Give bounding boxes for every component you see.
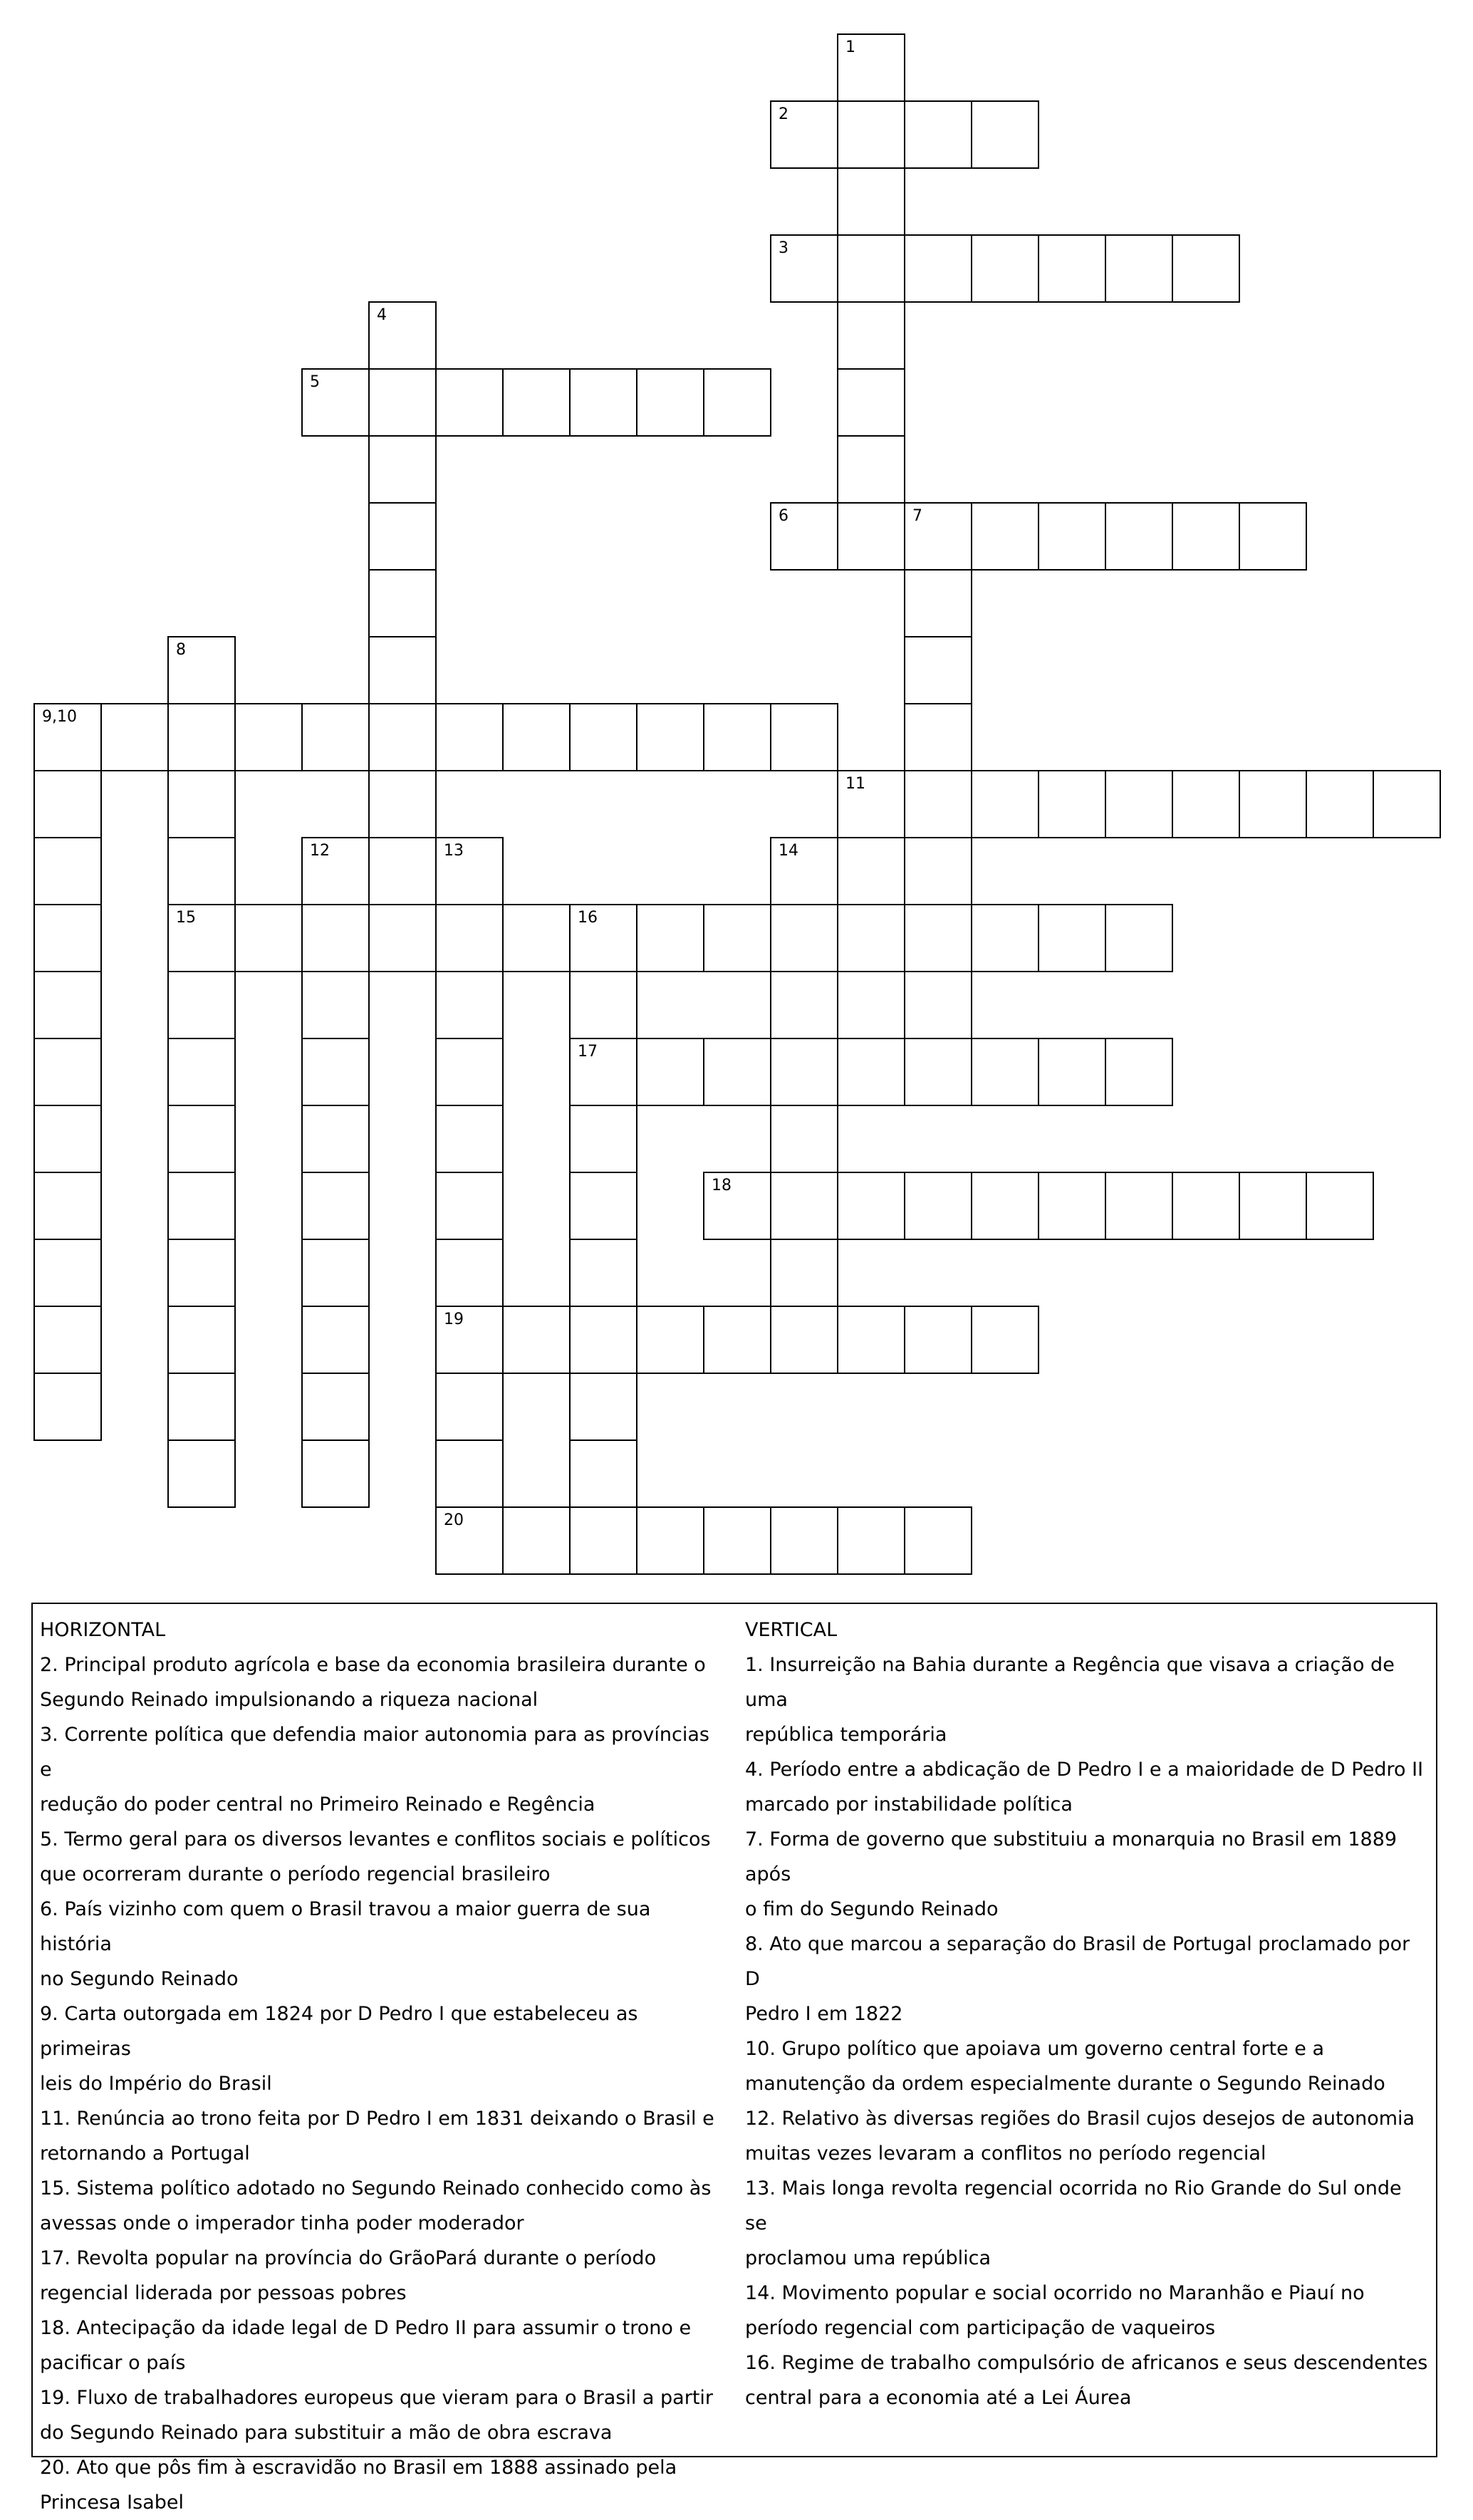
grid-cell[interactable] <box>435 1373 504 1441</box>
grid-cell[interactable] <box>1038 770 1106 838</box>
clue-line: 8. Ato que marcou a separação do Brasil de Portugal proclamado por D <box>745 1933 1410 1990</box>
clue-line: 4. Período entre a abdicação de D Pedro I e a maioridade de D Pedro II <box>745 1759 1424 1781</box>
grid-cell[interactable] <box>167 971 236 1039</box>
grid-cell[interactable] <box>837 234 905 303</box>
grid-cell[interactable] <box>569 904 637 972</box>
grid-cell[interactable] <box>904 770 972 838</box>
grid-cell[interactable] <box>301 368 370 437</box>
grid-cell[interactable] <box>904 971 972 1039</box>
vertical-clues <box>745 1613 1429 2415</box>
grid-cell[interactable] <box>368 636 437 704</box>
grid-cell[interactable] <box>301 1373 370 1441</box>
clue-number: 3 <box>779 239 788 257</box>
clue-line: no Segundo Reinado <box>40 1968 239 1990</box>
clue-line: muitas vezes levaram a conflitos no período regencial <box>745 2142 1266 2165</box>
clue-line: 15. Sistema político adotado no Segundo Reinado conhecido como às <box>40 2177 712 2199</box>
grid-cell[interactable] <box>301 1038 370 1106</box>
grid-cell[interactable] <box>33 703 102 771</box>
grid-cell[interactable] <box>301 837 370 905</box>
grid-cell[interactable] <box>971 1306 1039 1374</box>
clue-line: Princesa Isabel <box>40 2492 184 2514</box>
grid-cell[interactable] <box>1105 904 1173 972</box>
clue-number: 9,10 <box>42 708 77 726</box>
grid-cell[interactable] <box>770 234 838 303</box>
grid-cell[interactable] <box>234 703 303 771</box>
grid-cell[interactable] <box>167 1439 236 1508</box>
clue-number: 18 <box>712 1177 732 1194</box>
grid-cell[interactable] <box>33 1306 102 1374</box>
clue-line: regencial liderada por pessoas pobres <box>40 2282 407 2304</box>
grid-cell[interactable] <box>904 1506 972 1575</box>
grid-cell[interactable] <box>368 703 437 771</box>
grid-cell[interactable] <box>167 770 236 838</box>
grid-cell[interactable] <box>301 1172 370 1240</box>
clue-line: 6. País vizinho com quem o Brasil travou a maior guerra de sua história <box>40 1898 651 1955</box>
grid-cell[interactable] <box>435 1239 504 1307</box>
clue-line: 18. Antecipação da idade legal de D Pedro II para assumir o trono e <box>40 2317 692 2339</box>
grid-cell[interactable] <box>33 837 102 905</box>
grid-cell[interactable] <box>904 502 972 571</box>
grid-cell[interactable] <box>1306 770 1374 838</box>
grid-cell[interactable] <box>502 368 571 437</box>
clue-line: 2. Principal produto agrícola e base da economia brasileira durante o <box>40 1654 706 1676</box>
grid-cell[interactable] <box>837 1172 905 1240</box>
clue-line: 12. Relativo às diversas regiões do Brasil cujos desejos de autonomia <box>745 2108 1415 2130</box>
clues-box <box>31 1603 1437 2514</box>
grid-cell[interactable] <box>435 1306 504 1374</box>
horizontal-heading: HORIZONTAL <box>40 1619 166 1641</box>
grid-cell[interactable] <box>569 703 637 771</box>
grid-cell[interactable] <box>837 1038 905 1106</box>
clue-number: 17 <box>578 1043 598 1061</box>
grid-cell[interactable] <box>502 1506 571 1575</box>
grid-cell[interactable] <box>33 1038 102 1106</box>
grid-cell[interactable] <box>636 703 704 771</box>
clue-line: retornando a Portugal <box>40 2142 250 2165</box>
grid-cell[interactable] <box>167 636 236 704</box>
grid-cell[interactable] <box>569 1239 637 1307</box>
clue-line: república temporária <box>745 1724 947 1746</box>
grid-cell[interactable] <box>904 636 972 704</box>
grid-cell[interactable] <box>167 703 236 771</box>
grid-cell[interactable] <box>1105 1038 1173 1106</box>
clue-number: 2 <box>779 105 788 123</box>
grid-cell[interactable] <box>502 703 571 771</box>
grid-cell[interactable] <box>770 1038 838 1106</box>
grid-cell[interactable] <box>435 1506 504 1575</box>
grid-cell[interactable] <box>33 1373 102 1441</box>
grid-cell[interactable] <box>301 703 370 771</box>
grid-cell[interactable] <box>435 1038 504 1106</box>
grid-cell[interactable] <box>1105 770 1173 838</box>
grid-cell[interactable] <box>1239 502 1307 571</box>
clue-line: 9. Carta outorgada em 1824 por D Pedro I que estabeleceu as primeiras <box>40 2003 638 2060</box>
grid-cell[interactable] <box>368 904 437 972</box>
clue-line: do Segundo Reinado para substituir a mão de obra escrava <box>40 2422 613 2444</box>
clue-line: redução do poder central no Primeiro Reinado e Regência <box>40 1793 595 1816</box>
grid-cell[interactable] <box>636 904 704 972</box>
grid-cell[interactable] <box>837 435 905 504</box>
grid-cell[interactable] <box>770 837 838 905</box>
grid-cell[interactable] <box>837 502 905 571</box>
clue-line: que ocorreram durante o período regencial brasileiro <box>40 1863 551 1885</box>
vertical-heading: VERTICAL <box>745 1619 838 1641</box>
grid-cell[interactable] <box>770 1172 838 1240</box>
grid-cell[interactable] <box>1105 234 1173 303</box>
clue-number: 14 <box>779 842 798 860</box>
clue-number: 16 <box>578 909 598 927</box>
grid-cell[interactable] <box>904 1306 972 1374</box>
grid-cell[interactable] <box>1172 770 1240 838</box>
grid-cell[interactable] <box>301 1306 370 1374</box>
clue-number: 6 <box>779 507 788 525</box>
grid-cell[interactable] <box>368 301 437 370</box>
grid-cell[interactable] <box>301 1439 370 1508</box>
grid-cell[interactable] <box>703 1506 771 1575</box>
grid-cell[interactable] <box>770 1105 838 1173</box>
grid-cell[interactable] <box>837 1506 905 1575</box>
grid-cell[interactable] <box>703 904 771 972</box>
grid-cell[interactable] <box>770 971 838 1039</box>
grid-cell[interactable] <box>167 1038 236 1106</box>
grid-cell[interactable] <box>904 100 972 169</box>
clue-line: avessas onde o imperador tinha poder moderador <box>40 2212 524 2234</box>
grid-cell[interactable] <box>703 368 771 437</box>
grid-cell[interactable] <box>167 1172 236 1240</box>
grid-cell[interactable] <box>368 502 437 571</box>
clue-number: 20 <box>444 1511 464 1529</box>
grid-cell[interactable] <box>368 368 437 437</box>
clue-line: 20. Ato que pôs fim à escravidão no Brasil em 1888 assinado pela <box>40 2457 677 2479</box>
grid-cell[interactable] <box>904 904 972 972</box>
clue-line: 1. Insurreição na Bahia durante a Regência que visava a criação de uma <box>745 1654 1395 1711</box>
horizontal-clues <box>40 1613 724 2520</box>
grid-cell[interactable] <box>435 904 504 972</box>
grid-cell[interactable] <box>33 1105 102 1173</box>
grid-cell[interactable] <box>1038 1038 1106 1106</box>
grid-cell[interactable] <box>167 904 236 972</box>
grid-cell[interactable] <box>1373 770 1441 838</box>
clue-number: 1 <box>845 38 855 56</box>
clue-line: 10. Grupo político que apoiava um governo central forte e a <box>745 2038 1325 2060</box>
clue-line: central para a economia até a Lei Áurea <box>745 2387 1132 2409</box>
grid-cell[interactable] <box>435 368 504 437</box>
grid-cell[interactable] <box>502 1306 571 1374</box>
clue-line: o fim do Segundo Reinado <box>745 1898 999 1920</box>
grid-cell[interactable] <box>703 1306 771 1374</box>
grid-cell[interactable] <box>1239 770 1307 838</box>
grid-cell[interactable] <box>33 770 102 838</box>
clue-line: 16. Regime de trabalho compulsório de africanos e seus descendentes <box>745 2352 1428 2374</box>
clue-line: Segundo Reinado impulsionando a riqueza nacional <box>40 1689 538 1711</box>
grid-cell[interactable] <box>569 1172 637 1240</box>
grid-cell[interactable] <box>368 569 437 637</box>
grid-cell[interactable] <box>368 435 437 504</box>
grid-cell[interactable] <box>33 904 102 972</box>
grid-cell[interactable] <box>636 1506 704 1575</box>
grid-cell[interactable] <box>703 1038 771 1106</box>
grid-cell[interactable] <box>904 703 972 771</box>
grid-cell[interactable] <box>770 1239 838 1307</box>
clue-number: 12 <box>310 842 330 860</box>
grid-cell[interactable] <box>770 703 838 771</box>
grid-cell[interactable] <box>569 1306 637 1374</box>
grid-cell[interactable] <box>234 904 303 972</box>
grid-cell[interactable] <box>1239 1172 1307 1240</box>
grid-cell[interactable] <box>1038 904 1106 972</box>
grid-cell[interactable] <box>703 703 771 771</box>
clue-line: Pedro I em 1822 <box>745 2003 903 2025</box>
clue-line: manutenção da ordem especialmente durante o Segundo Reinado <box>745 2073 1385 2095</box>
clue-number: 7 <box>912 507 922 525</box>
grid-cell[interactable] <box>569 1506 637 1575</box>
grid-cell[interactable] <box>167 1373 236 1441</box>
clue-line: leis do Império do Brasil <box>40 2073 272 2095</box>
grid-cell[interactable] <box>301 1105 370 1173</box>
grid-cell[interactable] <box>971 234 1039 303</box>
grid-cell[interactable] <box>904 234 972 303</box>
clue-line: 17. Revolta popular na província do GrãoPará durante o período <box>40 2247 657 2269</box>
grid-cell[interactable] <box>435 1172 504 1240</box>
grid-cell[interactable] <box>837 1306 905 1374</box>
grid-cell[interactable] <box>971 770 1039 838</box>
clue-number: 8 <box>176 641 186 659</box>
clue-number: 19 <box>444 1311 464 1328</box>
grid-cell[interactable] <box>33 1239 102 1307</box>
grid-cell[interactable] <box>1038 502 1106 571</box>
grid-cell[interactable] <box>770 904 838 972</box>
clue-line: 3. Corrente política que defendia maior autonomia para as províncias e <box>40 1724 709 1781</box>
grid-cell[interactable] <box>368 837 437 905</box>
clue-number: 11 <box>845 775 865 793</box>
grid-cell[interactable] <box>435 837 504 905</box>
grid-cell[interactable] <box>971 1172 1039 1240</box>
grid-cell[interactable] <box>636 1038 704 1106</box>
grid-cell[interactable] <box>167 1105 236 1173</box>
clue-number: 4 <box>377 306 387 324</box>
grid-cell[interactable] <box>167 1306 236 1374</box>
clue-line: pacificar o país <box>40 2352 186 2374</box>
grid-cell[interactable] <box>770 100 838 169</box>
grid-cell[interactable] <box>837 33 905 102</box>
grid-cell[interactable] <box>33 1172 102 1240</box>
grid-cell[interactable] <box>904 1038 972 1106</box>
clue-number: 15 <box>176 909 196 927</box>
clue-line: proclamou uma república <box>745 2247 991 2269</box>
clue-line: 5. Termo geral para os diversos levantes e conflitos sociais e políticos <box>40 1828 711 1850</box>
clue-line: 19. Fluxo de trabalhadores europeus que vieram para o Brasil a partir <box>40 2387 714 2409</box>
clue-line: 14. Movimento popular e social ocorrido no Maranhão e Piauí no <box>745 2282 1365 2304</box>
grid-cell[interactable] <box>301 1239 370 1307</box>
clue-number: 5 <box>310 373 320 391</box>
grid-cell[interactable] <box>636 1306 704 1374</box>
grid-cell[interactable] <box>569 1373 637 1441</box>
clue-line: período regencial com participação de vaqueiros <box>745 2317 1216 2339</box>
grid-cell[interactable] <box>33 971 102 1039</box>
grid-cell[interactable] <box>971 1038 1039 1106</box>
clue-number: 13 <box>444 842 464 860</box>
grid-cell[interactable] <box>167 837 236 905</box>
grid-cell[interactable] <box>770 1506 838 1575</box>
grid-cell[interactable] <box>1172 1172 1240 1240</box>
grid-cell[interactable] <box>703 1172 771 1240</box>
grid-cell[interactable] <box>636 368 704 437</box>
grid-cell[interactable] <box>301 904 370 972</box>
grid-cell[interactable] <box>971 100 1039 169</box>
grid-cell[interactable] <box>167 1239 236 1307</box>
grid-cell[interactable] <box>435 971 504 1039</box>
grid-cell[interactable] <box>1105 1172 1173 1240</box>
grid-cell[interactable] <box>435 703 504 771</box>
grid-cell[interactable] <box>837 301 905 370</box>
grid-cell[interactable] <box>569 971 637 1039</box>
grid-cell[interactable] <box>904 569 972 637</box>
grid-cell[interactable] <box>502 904 571 972</box>
grid-cell[interactable] <box>569 368 637 437</box>
grid-cell[interactable] <box>770 1306 838 1374</box>
grid-cell[interactable] <box>837 904 905 972</box>
grid-cell[interactable] <box>1105 502 1173 571</box>
grid-cell[interactable] <box>837 167 905 236</box>
grid-cell[interactable] <box>100 703 169 771</box>
clue-line: 7. Forma de governo que substituiu a monarquia no Brasil em 1889 após <box>745 1828 1397 1885</box>
grid-cell[interactable] <box>971 904 1039 972</box>
grid-cell[interactable] <box>1306 1172 1374 1240</box>
grid-cell[interactable] <box>435 1439 504 1508</box>
clue-line: 11. Renúncia ao trono feita por D Pedro I em 1831 deixando o Brasil e <box>40 2108 714 2130</box>
grid-cell[interactable] <box>837 368 905 437</box>
grid-cell[interactable] <box>837 770 905 838</box>
grid-cell[interactable] <box>1172 502 1240 571</box>
grid-cell[interactable] <box>301 971 370 1039</box>
grid-cell[interactable] <box>435 1105 504 1173</box>
grid-cell[interactable] <box>1038 234 1106 303</box>
clue-line: 13. Mais longa revolta regencial ocorrida no Rio Grande do Sul onde se <box>745 2177 1402 2234</box>
grid-cell[interactable] <box>1172 234 1240 303</box>
grid-cell[interactable] <box>904 1172 972 1240</box>
clue-line: marcado por instabilidade política <box>745 1793 1073 1816</box>
grid-cell[interactable] <box>569 1105 637 1173</box>
grid-cell[interactable] <box>837 100 905 169</box>
grid-cell[interactable] <box>569 1038 637 1106</box>
grid-cell[interactable] <box>770 502 838 571</box>
grid-cell[interactable] <box>904 837 972 905</box>
grid-cell[interactable] <box>1038 1172 1106 1240</box>
grid-cell[interactable] <box>368 770 437 838</box>
grid-cell[interactable] <box>971 502 1039 571</box>
grid-cell[interactable] <box>569 1439 637 1508</box>
